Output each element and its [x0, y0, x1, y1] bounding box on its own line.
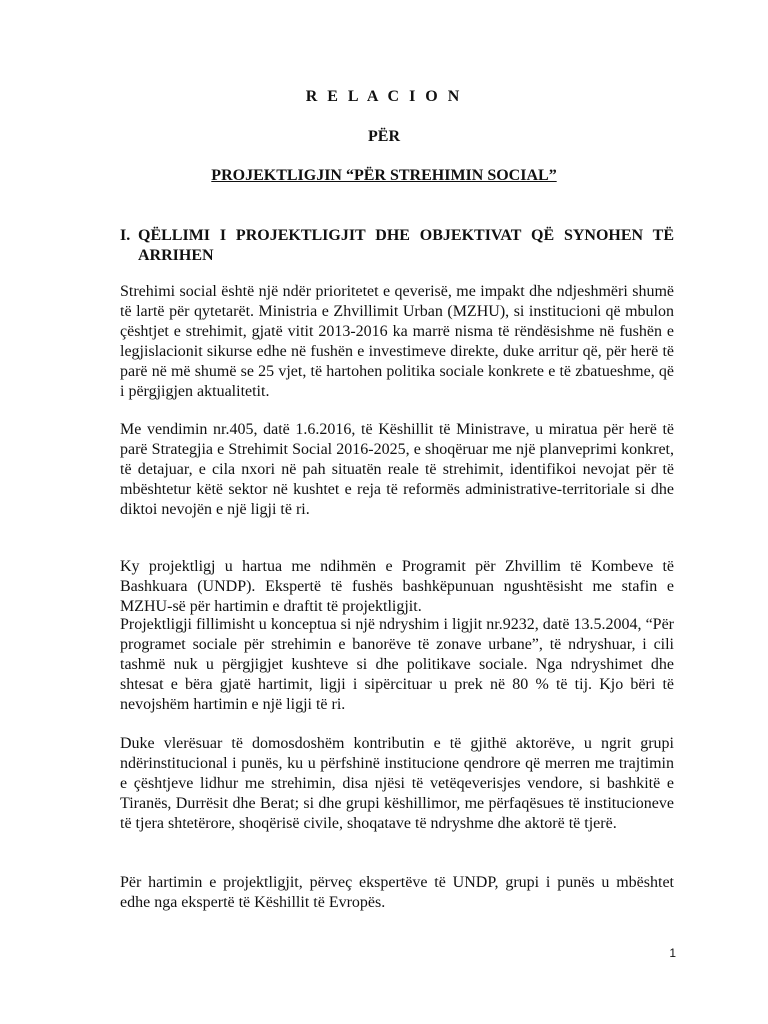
section-heading	[120, 226, 674, 266]
section-number: I.	[120, 227, 131, 244]
document-title-preposition: PËR	[368, 128, 400, 145]
paragraph: Ky projektligj u hartua me ndihmën e Programit për Zhvillim të Kombeve të Bashkuara (UNDP). Ekspertë të fushës bashkëpunuan ngushtësisht me stafin e MZHU-së për hartimin e draftit të projektligjit.	[120, 558, 674, 615]
paragraph: Strehimi social është një ndër prioritetet e qeverisë, me impakt dhe ndjeshmëri shumë të lartë për qytetarët. Ministria e Zhvillimit Urban (MZHU), si institucioni që mbulon çështjet e strehimit, gjatë vitit 2013-2016 ka marrë nisma të rëndësishme në fushën e legjislacionit sikurse edhe në fushën e investimeve direkte, duke arritur që, për herë të parë në më shumë se 25 vjet, të hartohen politika sociale konkrete e të zbatueshme, që i përgjigjen aktualitetit.	[120, 283, 674, 400]
paragraph: Për hartimin e projektligjit, përveç ekspertëve të UNDP, grupi i punës u mbështet edhe nga ekspertë të Këshillit të Evropës.	[120, 874, 674, 911]
section-heading-text: QËLLIMI I PROJEKTLIGJIT DHE OBJEKTIVAT QË SYNOHEN TË ARRIHEN	[138, 227, 674, 264]
document-title: R E L A C I O N	[305, 88, 463, 105]
paragraph: Me vendimin nr.405, datë 1.6.2016, të Këshillit të Ministrave, u miratua për herë të parë Strategjia e Strehimit Social 2016-2025, e shoqëruar me një planveprimi konkret, të detajuar, e cila nxori në pah situatën reale të strehimit, identifikoi nevojat për të mbështetur këtë sektor në kushtet e reja të reformës administrative-territoriale si dhe diktoi nevojën e një ligji të ri.	[120, 421, 674, 518]
page-number: 1	[669, 946, 676, 960]
paragraph: Duke vlerësuar të domosdoshëm kontributin e të gjithë aktorëve, u ngrit grupi ndërinstitucional i punës, ku u përfshinë institucione qendrore që merren me trajtimin e çështjeve lidhur me strehimin, disa njësi të vetëqeverisjes vendore, si bashkitë e Tiranës, Durrësit dhe Berat; si dhe grupi këshillimor, me përfaqësues të institucioneve të tjera shtetërore, shoqërisë civile, shoqatave të ndryshme dhe aktorë të tjerë.	[120, 735, 674, 832]
document-subject-title: PROJEKTLIGJIN “PËR STREHIMIN SOCIAL”	[211, 167, 557, 184]
paragraph: Projektligji fillimisht u konceptua si një ndryshim i ligjit nr.9232, datë 13.5.2004, “Për programet sociale për strehimin e banorëve të zonave urbane”, të ndryshuar, i cili tashmë nuk u përgjigjet kushteve si dhe politikave sociale. Nga ndryshimet dhe shtesat e bëra gjatë hartimit, ligji i sipërcituar u prek në 80 % të tij. Kjo bëri të nevojshëm hartimin e një ligji të ri.	[120, 616, 674, 713]
